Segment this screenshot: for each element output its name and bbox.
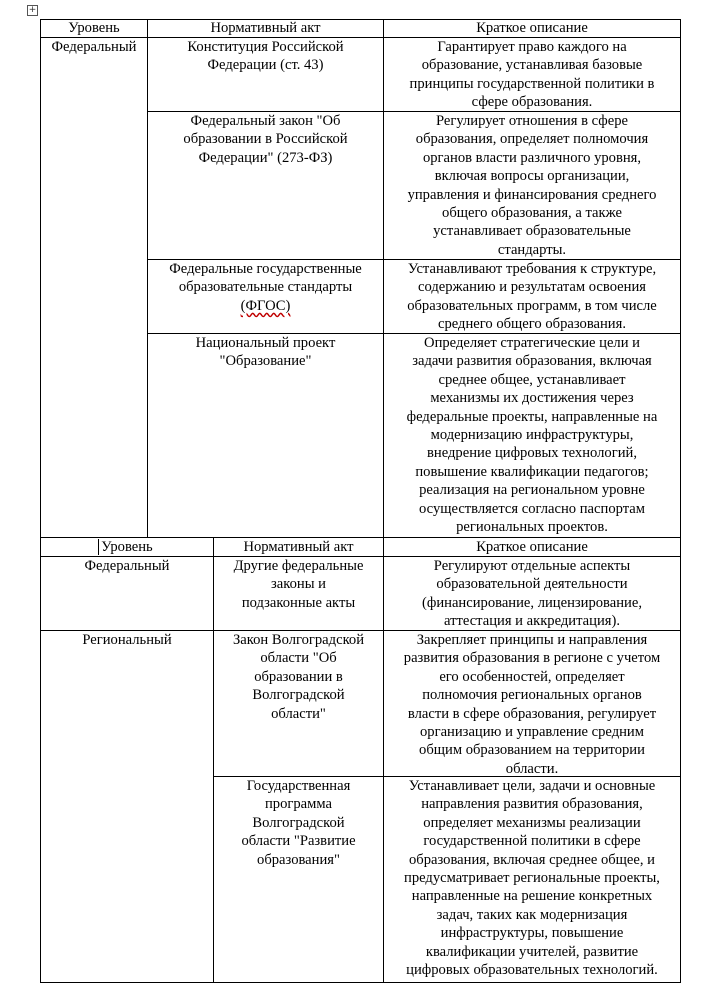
grid-line (40, 982, 680, 983)
table-move-handle-icon[interactable]: + (28, 5, 37, 15)
level-federal: Федеральный (51, 39, 137, 55)
act-cell: Национальный проект "Образование" (195, 335, 336, 370)
act-cell: Государственная программа Волгоградской области "Развитие образования" (241, 778, 356, 868)
grid-line (40, 19, 41, 537)
description-cell: Устанавливает цели, задачи и основные направления развития образования, определяет механизмы реализации государственной политики в сфере образования, включая среднее общее, и предусматривает региональные проекты, направленные на решение конкретных задач, таких как модернизация инфраструктуры, повышение квалификации учителей, развитие цифровых образовательных технологий. (404, 778, 660, 979)
description-cell: Закрепляет принципы и направления развития образования в регионе с учетом его особенностей, определяет полномочия региональных органов власти в сфере образования, регулирует организацию и управление средним общим образованием на территории области. (403, 632, 661, 777)
header-level: Уровень (101, 539, 153, 555)
act-cell: Федеральные государственные образовательные стандарты (ФГОС) (169, 261, 362, 314)
act-cell: Закон Волгоградской области "Об образовании в Волгоградской области" (232, 632, 365, 722)
description-cell: Регулируют отдельные аспекты образовательной деятельности (финансирование, лицензирование, аттестация и аккредитация). (422, 558, 642, 630)
act-cell: Другие федеральные законы и подзаконные акты (233, 558, 364, 611)
grid-line (40, 537, 41, 983)
description-cell: Гарантирует право каждого на образование, устанавливая базовые принципы государственной политики в сфере образования. (409, 39, 655, 111)
grid-line (680, 537, 681, 983)
act-cell: Конституция Российской Федерации (ст. 43) (187, 39, 344, 74)
header-description: Краткое описание (476, 539, 588, 555)
header-act: Нормативный акт (243, 539, 354, 555)
description-cell: Регулирует отношения в сфере образования, определяет полномочия органов власти различного уровня, включая вопросы организации, управления и финансирования среднего общего образования, а также устанавливает образовательные стандарты. (407, 113, 657, 258)
header-level: Уровень (68, 20, 120, 36)
grid-line (680, 19, 681, 537)
level-federal: Федеральный (84, 558, 170, 574)
level-regional: Региональный (82, 632, 172, 648)
act-cell: Федеральный закон "Об образовании в Российской Федерации" (273-ФЗ) (183, 113, 348, 166)
header-act: Нормативный акт (210, 20, 321, 36)
description-cell: Определяет стратегические цели и задачи развития образования, включая среднее общее, устанавливает механизмы их достижения через федеральные проекты, направленные на модернизацию инфраструктуры, внедрение цифровых технологий, повышение квалификации педагогов; реализация на региональном уровне осуществляется согласно паспортам региональных проектов. (406, 335, 658, 536)
header-description: Краткое описание (476, 20, 588, 36)
description-cell: Устанавливают требования к структуре, содержанию и результатам освоения образовательных программ, в том числе среднего общего образования. (407, 261, 657, 333)
